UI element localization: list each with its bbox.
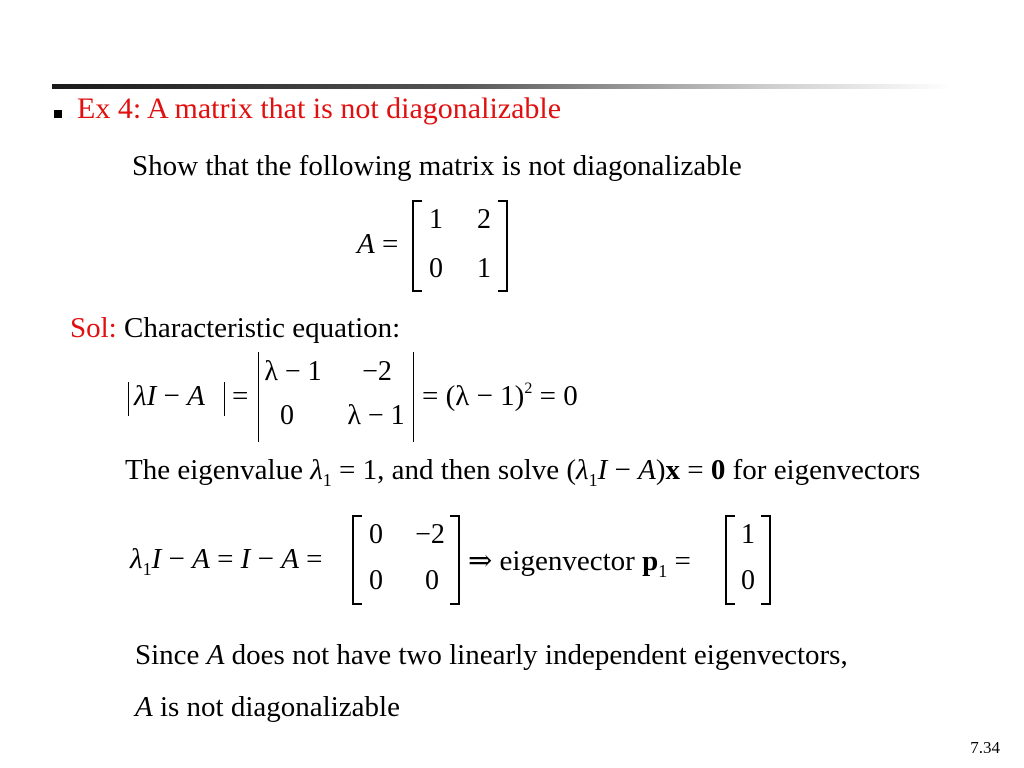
- eigenvalue-zero-vector: 0: [710, 454, 726, 486]
- char-eq-lhs: [134, 380, 205, 413]
- char-eq-identity: I: [146, 380, 157, 412]
- char-eq-rhs-close: = 0: [532, 380, 578, 412]
- eigvec-identity-2: I: [240, 543, 251, 575]
- eigenvalue-paren: ): [655, 454, 666, 486]
- char-determinant: [258, 352, 414, 442]
- conclusion-text: Since: [135, 639, 207, 671]
- problem-statement: Show that the following matrix is not diagonalizable: [132, 150, 742, 182]
- eigenvalue-equals: =: [680, 454, 711, 486]
- eigenvalue-lambda: λ: [310, 454, 323, 486]
- char-eq-rhs: [422, 380, 578, 413]
- matrix-a-cell: 0: [429, 253, 443, 284]
- eigvec-p: p: [642, 545, 659, 577]
- bullet-square: [54, 110, 62, 118]
- vector-left-bracket: [725, 515, 735, 605]
- eigvec-minus-2: −: [250, 543, 282, 575]
- eigenvalue-identity: I: [597, 454, 608, 486]
- eigvec-p-equals: =: [667, 545, 691, 577]
- matrix-cell: 0: [369, 519, 383, 550]
- eigenvalue-minus: −: [607, 454, 639, 486]
- matrix-a-cell: 1: [477, 253, 491, 284]
- matrix-a-equals: =: [381, 228, 399, 260]
- conclusion-line-2: [135, 691, 400, 724]
- matrix-a-equation-label: [357, 228, 398, 261]
- matrix-a-symbol: A: [357, 228, 375, 260]
- vector-right-bracket: [761, 515, 771, 605]
- char-det-left-bar: [258, 352, 259, 442]
- det-right-bar: [224, 382, 225, 416]
- eigvec-equals-2: =: [298, 543, 323, 575]
- eigvec-minus: −: [161, 543, 193, 575]
- char-eq-equals: =: [232, 380, 249, 412]
- matrix-cell: 0: [425, 565, 439, 596]
- eigenvector-p1: [725, 515, 771, 605]
- matrix-cell: 0: [369, 565, 383, 596]
- eigenvalue-text: The eigenvalue: [125, 454, 311, 486]
- solution-line: [70, 312, 400, 345]
- eigenvalue-line: [125, 454, 921, 490]
- char-eq-lambda: λ: [134, 380, 147, 412]
- sol-label: Sol:: [70, 312, 117, 344]
- eigenvalue-text-2: = 1, and then solve (: [331, 454, 577, 486]
- matrix-a-left-bracket: [412, 200, 422, 292]
- matrix-a-cell: 1: [429, 204, 443, 235]
- matrix-cell: −2: [415, 519, 445, 550]
- char-eq-minus: −: [156, 380, 188, 412]
- char-eq-a: A: [187, 380, 205, 412]
- det-left-bar: [128, 382, 129, 416]
- eigvec-identity: I: [151, 543, 162, 575]
- conclusion-a-2: A: [135, 691, 153, 723]
- vector-cell: 1: [741, 519, 755, 550]
- matrix-lambda-i-minus-a: [352, 515, 460, 605]
- char-det-cell: λ − 1: [264, 356, 322, 387]
- char-det-cell: −2: [362, 356, 392, 387]
- top-rule: [52, 84, 952, 89]
- vector-cell: 0: [741, 565, 755, 596]
- char-eq-exponent: 2: [524, 380, 533, 397]
- char-det-right-bar: [413, 352, 414, 442]
- matrix-a: [412, 200, 508, 292]
- conclusion-text-2: does not have two linearly independent eigenvectors,: [224, 639, 848, 671]
- eigvec-lambda: λ: [130, 543, 143, 575]
- eigenvalue-text-3: for eigenvectors: [725, 454, 921, 486]
- matrix-left-bracket: [352, 515, 362, 605]
- conclusion-text-3: is not diagonalizable: [152, 691, 400, 723]
- eigenvalue-x-vector: x: [665, 454, 681, 486]
- eigvec-p-subscript: 1: [658, 561, 668, 581]
- eigvec-a: A: [192, 543, 210, 575]
- eigvec-lhs: [130, 543, 323, 579]
- matrix-a-cell: 2: [477, 204, 491, 235]
- eigvec-rhs: [468, 543, 691, 581]
- char-det-cell: 0: [280, 400, 294, 431]
- matrix-a-right-bracket: [498, 200, 508, 292]
- eigvec-subscript: 1: [142, 559, 152, 579]
- eigenvalue-subscript: 1: [322, 470, 332, 490]
- eigenvalue-subscript-2: 1: [588, 470, 598, 490]
- implies-eigenvector-text: ⇒ eigenvector: [468, 545, 643, 577]
- eigvec-a-2: A: [281, 543, 299, 575]
- page-number: 7.34: [970, 738, 1000, 757]
- eigvec-equals: =: [209, 543, 241, 575]
- char-det-cell: λ − 1: [347, 400, 405, 431]
- char-eq-rhs-open: = (λ − 1): [422, 380, 525, 412]
- eigenvalue-a: A: [638, 454, 656, 486]
- sol-text: Characteristic equation:: [124, 312, 401, 344]
- conclusion-a: A: [206, 639, 225, 671]
- conclusion-line-1: [135, 639, 848, 672]
- eigenvalue-lambda-2: λ: [576, 454, 589, 486]
- slide-title: Ex 4: A matrix that is not diagonalizable: [77, 92, 562, 125]
